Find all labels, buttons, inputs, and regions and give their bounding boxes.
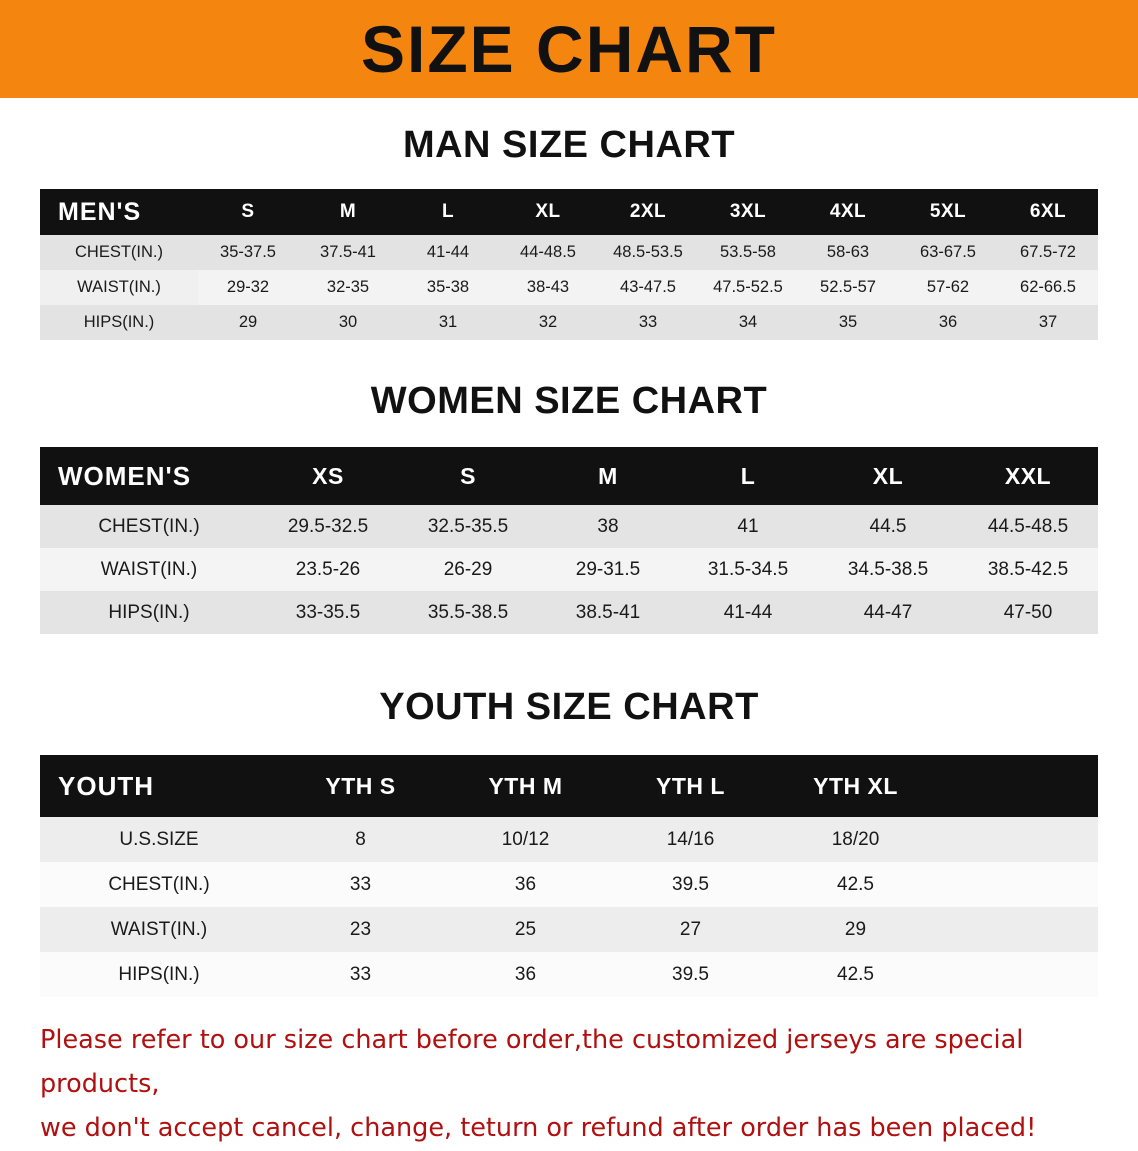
women-hips-xl: 44-47 bbox=[863, 601, 913, 623]
men-row-label-chest: CHEST(IN.) bbox=[40, 235, 198, 270]
man-size-table-wrap bbox=[40, 189, 1098, 340]
men-hips-s: 29 bbox=[238, 313, 258, 331]
men-waist-xl: 38-43 bbox=[526, 278, 570, 296]
men-chest-5xl: 63-67.5 bbox=[920, 243, 976, 261]
order-policy-note bbox=[40, 1019, 1098, 1151]
women-hips-s: 35.5-38.5 bbox=[427, 601, 509, 623]
men-header-xl: XL bbox=[498, 189, 598, 235]
men-waist-3xl: 47.5-52.5 bbox=[713, 278, 783, 296]
men-chest-6xl: 67.5-72 bbox=[1020, 243, 1076, 261]
table-row bbox=[40, 235, 1098, 270]
men-hips-4xl: 35 bbox=[838, 313, 858, 331]
women-waist-l: 31.5-34.5 bbox=[707, 558, 789, 580]
women-row-label-waist: WAIST(IN.) bbox=[100, 558, 198, 580]
women-waist-xxl: 38.5-42.5 bbox=[987, 558, 1069, 580]
youth-ussize-m: 10/12 bbox=[501, 828, 550, 850]
men-row-label-waist: WAIST(IN.) bbox=[40, 270, 198, 305]
women-chest-xs: 29.5-32.5 bbox=[287, 515, 369, 537]
table-header-row bbox=[40, 755, 1098, 817]
women-chest-xl: 44.5 bbox=[869, 515, 907, 537]
table-header-row bbox=[40, 447, 1098, 505]
order-policy-note-line1: Please refer to our size chart before order,the customized jerseys are special products, bbox=[40, 1025, 1024, 1099]
women-header-label: WOMEN'S bbox=[40, 447, 258, 505]
women-hips-l: 41-44 bbox=[723, 601, 773, 623]
table-row bbox=[40, 505, 1098, 548]
women-waist-m: 29-31.5 bbox=[575, 558, 641, 580]
youth-header-label: YOUTH bbox=[40, 755, 278, 817]
youth-size-table-wrap bbox=[40, 755, 1098, 997]
man-section-title: MAN SIZE CHART bbox=[402, 124, 736, 166]
women-chest-l: 41 bbox=[737, 515, 759, 537]
men-header-s: S bbox=[198, 189, 298, 235]
men-header-label: MEN'S bbox=[40, 189, 198, 235]
men-waist-l: 35-38 bbox=[426, 278, 470, 296]
youth-chest-l: 39.5 bbox=[672, 873, 709, 895]
men-chest-m: 37.5-41 bbox=[320, 243, 376, 261]
men-chest-s: 35-37.5 bbox=[220, 243, 276, 261]
men-header-6xl: 6XL bbox=[998, 189, 1098, 235]
table-row bbox=[40, 862, 1098, 907]
men-header-4xl: 4XL bbox=[798, 189, 898, 235]
size-chart-banner bbox=[0, 0, 1138, 98]
youth-row-label-hips: HIPS(IN.) bbox=[118, 963, 200, 985]
women-header-xs: XS bbox=[258, 447, 398, 505]
youth-waist-m: 25 bbox=[514, 918, 537, 940]
men-waist-5xl: 57-62 bbox=[926, 278, 970, 296]
youth-section-title: YOUTH SIZE CHART bbox=[379, 686, 759, 728]
table-row bbox=[40, 907, 1098, 952]
women-header-xl: XL bbox=[818, 447, 958, 505]
youth-waist-xl: 29 bbox=[844, 918, 867, 940]
men-waist-6xl: 62-66.5 bbox=[1020, 278, 1076, 296]
youth-row-spacer bbox=[938, 817, 1098, 862]
men-header-2xl: 2XL bbox=[598, 189, 698, 235]
men-hips-6xl: 37 bbox=[1038, 313, 1058, 331]
men-header-3xl: 3XL bbox=[698, 189, 798, 235]
youth-header-s: YTH S bbox=[278, 755, 443, 817]
youth-hips-m: 36 bbox=[514, 963, 537, 985]
women-chest-m: 38 bbox=[597, 515, 619, 537]
youth-waist-l: 27 bbox=[679, 918, 702, 940]
page-title: SIZE CHART bbox=[361, 12, 777, 86]
women-chest-s: 32.5-35.5 bbox=[427, 515, 509, 537]
youth-hips-s: 33 bbox=[349, 963, 372, 985]
men-waist-s: 29-32 bbox=[226, 278, 270, 296]
women-row-label-hips: HIPS(IN.) bbox=[108, 601, 190, 623]
table-row bbox=[40, 305, 1098, 340]
women-size-table-wrap bbox=[40, 447, 1098, 634]
women-header-l: L bbox=[678, 447, 818, 505]
men-chest-3xl: 53.5-58 bbox=[720, 243, 776, 261]
men-chest-xl: 44-48.5 bbox=[520, 243, 576, 261]
men-waist-4xl: 52.5-57 bbox=[820, 278, 876, 296]
youth-row-spacer bbox=[938, 907, 1098, 952]
women-waist-s: 26-29 bbox=[443, 558, 493, 580]
women-size-table bbox=[40, 447, 1098, 634]
youth-row-label-ussize: U.S.SIZE bbox=[119, 828, 199, 850]
youth-ussize-l: 14/16 bbox=[666, 828, 715, 850]
women-header-m: M bbox=[538, 447, 678, 505]
youth-ussize-s: 8 bbox=[355, 828, 366, 850]
men-chest-2xl: 48.5-53.5 bbox=[613, 243, 683, 261]
women-header-xxl: XXL bbox=[958, 447, 1098, 505]
men-hips-5xl: 36 bbox=[938, 313, 958, 331]
men-hips-xl: 32 bbox=[538, 313, 558, 331]
table-row bbox=[40, 817, 1098, 862]
men-header-l: L bbox=[398, 189, 498, 235]
order-policy-note-line2: we don't accept cancel, change, teturn or refund after order has been placed! bbox=[40, 1112, 1037, 1143]
women-waist-xl: 34.5-38.5 bbox=[847, 558, 929, 580]
men-chest-4xl: 58-63 bbox=[826, 243, 870, 261]
men-waist-m: 32-35 bbox=[326, 278, 370, 296]
youth-row-label-waist: WAIST(IN.) bbox=[110, 918, 208, 940]
women-section-title: WOMEN SIZE CHART bbox=[370, 380, 768, 422]
youth-ussize-xl: 18/20 bbox=[831, 828, 880, 850]
women-row-label-chest: CHEST(IN.) bbox=[98, 515, 200, 537]
men-row-label-hips: HIPS(IN.) bbox=[40, 305, 198, 340]
youth-chest-s: 33 bbox=[349, 873, 372, 895]
youth-size-table bbox=[40, 755, 1098, 997]
men-hips-2xl: 33 bbox=[638, 313, 658, 331]
women-waist-xs: 23.5-26 bbox=[295, 558, 361, 580]
youth-header-l: YTH L bbox=[608, 755, 773, 817]
men-waist-2xl: 43-47.5 bbox=[620, 278, 676, 296]
men-hips-3xl: 34 bbox=[738, 313, 758, 331]
youth-header-xl: YTH XL bbox=[773, 755, 938, 817]
women-hips-m: 38.5-41 bbox=[575, 601, 641, 623]
women-hips-xxl: 47-50 bbox=[1003, 601, 1053, 623]
women-chest-xxl: 44.5-48.5 bbox=[987, 515, 1069, 537]
youth-chest-m: 36 bbox=[514, 873, 537, 895]
youth-row-spacer bbox=[938, 952, 1098, 997]
table-header-row bbox=[40, 189, 1098, 235]
youth-header-spacer bbox=[938, 755, 1098, 817]
man-size-table bbox=[40, 189, 1098, 340]
table-row bbox=[40, 548, 1098, 591]
youth-waist-s: 23 bbox=[349, 918, 372, 940]
table-row bbox=[40, 952, 1098, 997]
table-row bbox=[40, 270, 1098, 305]
men-header-5xl: 5XL bbox=[898, 189, 998, 235]
women-header-s: S bbox=[398, 447, 538, 505]
youth-hips-xl: 42.5 bbox=[837, 963, 874, 985]
men-hips-l: 31 bbox=[438, 313, 458, 331]
men-header-m: M bbox=[298, 189, 398, 235]
table-row bbox=[40, 591, 1098, 634]
men-hips-m: 30 bbox=[338, 313, 358, 331]
youth-hips-l: 39.5 bbox=[672, 963, 709, 985]
women-hips-xs: 33-35.5 bbox=[295, 601, 361, 623]
men-chest-l: 41-44 bbox=[426, 243, 470, 261]
youth-row-label-chest: CHEST(IN.) bbox=[108, 873, 210, 895]
youth-chest-xl: 42.5 bbox=[837, 873, 874, 895]
youth-header-m: YTH M bbox=[443, 755, 608, 817]
youth-row-spacer bbox=[938, 862, 1098, 907]
